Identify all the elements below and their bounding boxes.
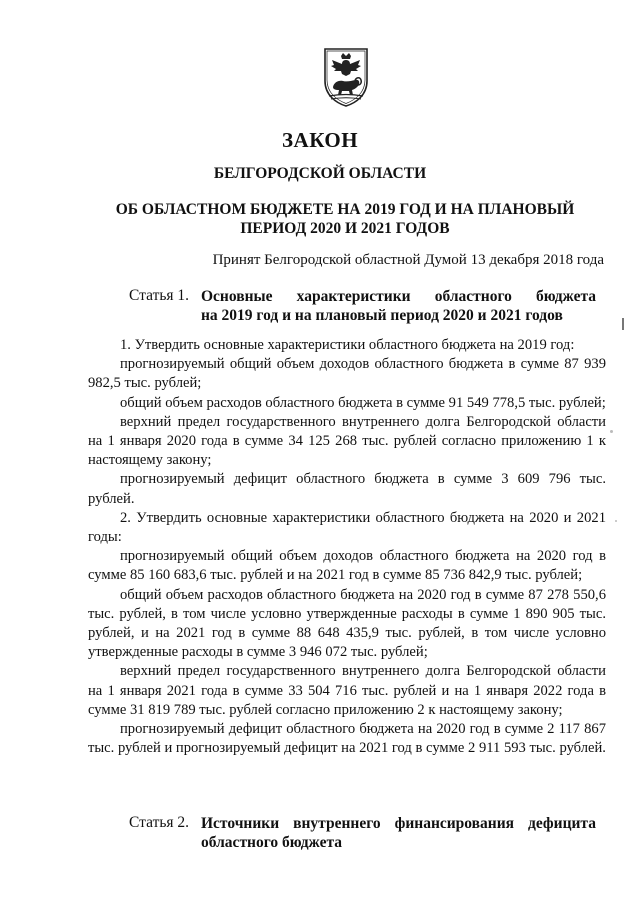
article-2-title-line-2: областного бюджета (201, 834, 343, 851)
region-subtitle: БЕЛГОРОДСКОЙ ОБЛАСТИ (213, 165, 427, 182)
paragraph: общий объем расходов областного бюджета на 2020 год в сумме 87 278 550,6 тыс. рублей, в том числе условно утвержденные расходы в сумме 1 890 905 тыс. рублей, и на 2021 год в сумме 88 648 435,9 тыс. рублей, в том числе условно утвержденные расходы в сумме 3 946 072 тыс. рублей; (88, 586, 606, 661)
scan-speck (610, 430, 613, 433)
paragraph: прогнозируемый дефицит областного бюджета на 2020 год в сумме 2 117 867 тыс. рублей и прогнозируемый дефицит на 2021 год в сумме 2 911 593 тыс. рублей. (88, 721, 606, 757)
law-name-line-2: ПЕРИОД 2020 И 2021 ГОДОВ (240, 220, 450, 237)
article-1-number: Статья 1. (129, 287, 190, 304)
paragraph: общий объем расходов областного бюджета в сумме 91 549 778,5 тыс. рублей; (120, 394, 606, 411)
paragraph: 2. Утвердить основные характеристики областного бюджета на 2020 и 2021 годы: (88, 509, 606, 546)
margin-mark (622, 318, 624, 330)
article-2-title-line-1: Источники внутреннего финансирования дефицита (201, 815, 596, 832)
page-title: ЗАКОН (281, 128, 359, 152)
article-1-title-line-1: Основные характеристики областного бюджета (201, 288, 596, 305)
paragraph: верхний предел государственного внутреннего долга Белгородской области на 1 января 2020 года в сумме 34 125 268 тыс. рублей согласно приложению 1 к настоящему закону; (88, 413, 606, 469)
article-1-body (88, 336, 606, 758)
paragraph: 1. Утвердить основные характеристики областного бюджета на 2019 год: (120, 337, 575, 353)
paragraph: верхний предел государственного внутреннего долга Белгородской области на 1 января 2021 года в сумме 33 504 716 тыс. рублей и на 1 января 2022 года в сумме 31 819 789 тыс. рублей согласно приложению 2 к настоящему закону; (88, 663, 606, 718)
article-2-title (201, 814, 596, 852)
law-name-line-1: ОБ ОБЛАСТНОМ БЮДЖЕТЕ НА 2019 ГОД И НА ПЛАНОВЫЙ (115, 201, 575, 218)
paragraph: прогнозируемый дефицит областного бюджета в сумме 3 609 796 тыс. рублей. (88, 471, 606, 507)
paragraph: прогнозируемый общий объем доходов областного бюджета в сумме 87 939 982,5 тыс. рублей; (88, 356, 606, 392)
law-name (110, 200, 580, 238)
paragraph: прогнозируемый общий объем доходов областного бюджета на 2020 год в сумме 85 160 683,6 тыс. рублей и на 2021 год в сумме 85 736 842,9 тыс. рублей; (88, 548, 606, 584)
scan-speck (615, 520, 617, 522)
article-1-title (201, 287, 596, 325)
coat-of-arms-icon (322, 47, 370, 107)
article-2-number: Статья 2. (129, 814, 190, 831)
article-1-title-line-2: на 2019 год и на плановый период 2020 и 2021 годов (201, 307, 563, 324)
adoption-note: Принят Белгородской областной Думой 13 декабря 2018 года (212, 252, 604, 268)
